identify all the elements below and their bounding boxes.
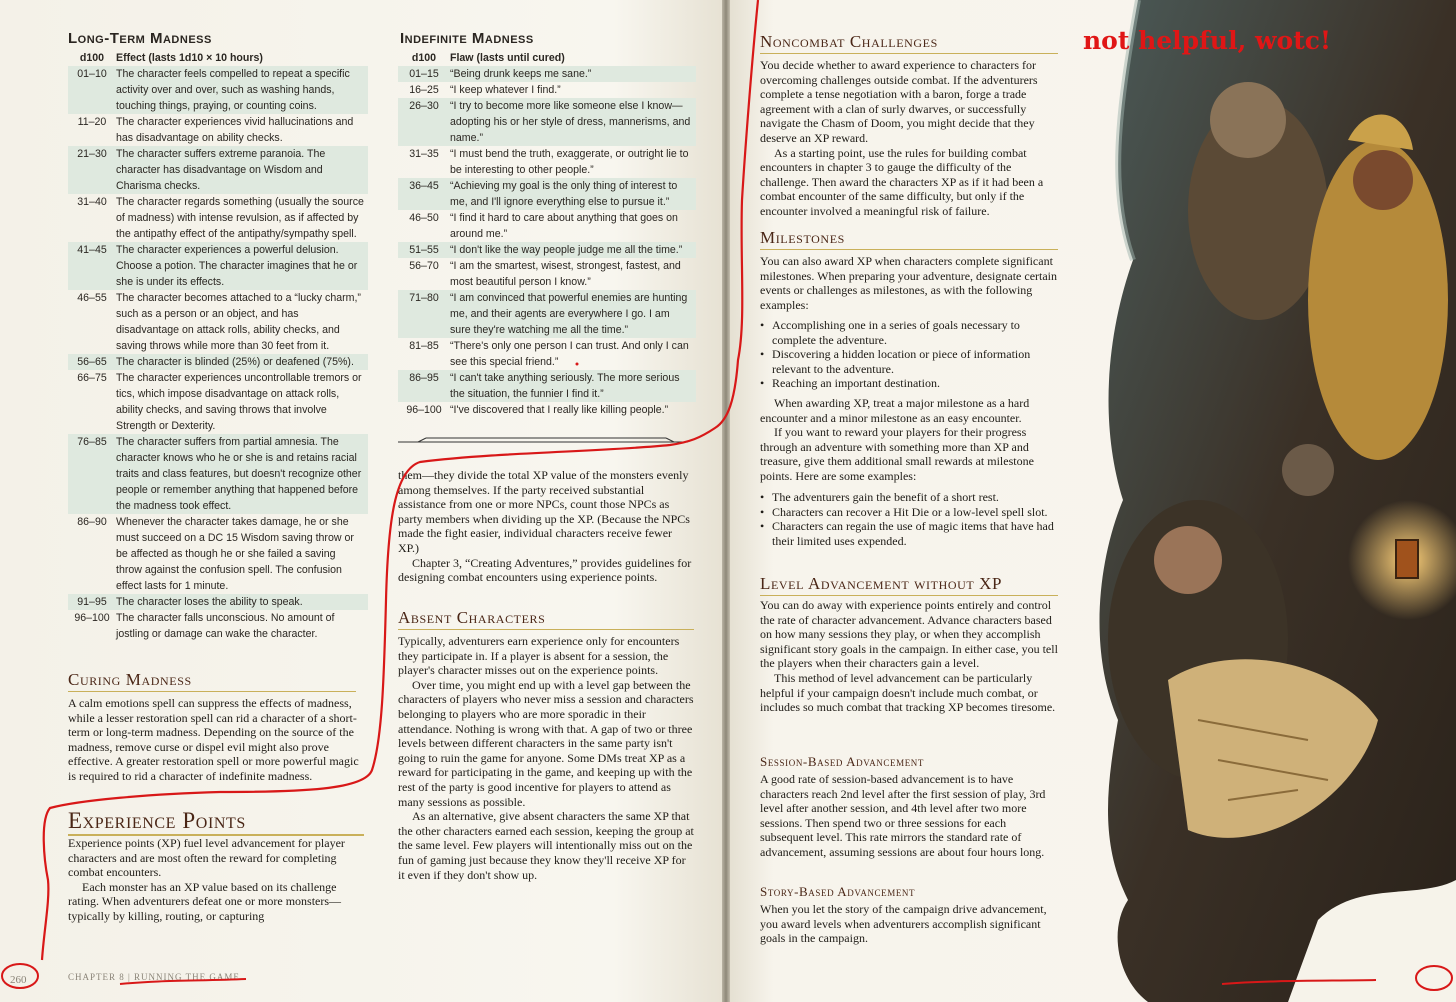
row-range: 31–40 xyxy=(77,196,107,208)
list-item: • Discovering a hidden location or piece of information relevant to the adventure. xyxy=(760,347,1060,376)
table-rows xyxy=(398,66,696,418)
story-based-heading: Story-Based Advancement xyxy=(760,884,916,899)
table-row xyxy=(398,66,696,82)
table-end-rule xyxy=(398,436,688,446)
row-range: 71–80 xyxy=(409,292,439,304)
row-range: 01–15 xyxy=(409,68,439,80)
row-range: 51–55 xyxy=(409,244,439,256)
row-text: The character experiences a powerful delusion. Choose a potion. The character imagines that he or she is under its effects. xyxy=(116,244,358,288)
handwritten-annotation: not helpful, wotc! xyxy=(1083,26,1331,55)
row-text: The character regards something (usually the source of madness) with intense revulsion, as if affected by the antipathy effect of the antipathy/sympathy spell. xyxy=(116,196,364,240)
adventurers-illustration xyxy=(1078,0,1456,1002)
level-advancement-text: You can do away with experience points entirely and control the rate of character advancement. Advance characters based on how many sessions they play, or when they accomplish significant story goals in the campaign. In either case, you tell the players when their characters gain a level. This method of level advancement can be particularly helpful if your campaign doesn't include much combat, or includes so much combat that tracking XP becomes tiresome. xyxy=(760,598,1058,715)
table-header xyxy=(68,50,368,66)
left-page-number: 260 xyxy=(10,974,27,986)
table-row xyxy=(398,242,696,258)
xp-continued-text: them—they divide the total XP value of the monsters evenly among themselves. If the party received substantial assistance from one or more NPCs, count those NPCs as party members when dividing up the XP. (Because the NPCs made the fight easier, individual characters receive fewer XP.) Chapter 3, “Creating Adventures,” provides guidelines for designing combat encounters using experience points. xyxy=(398,468,692,585)
row-range: 66–75 xyxy=(77,372,107,384)
table-row xyxy=(398,82,696,98)
long-term-madness-title: Long-Term Madness xyxy=(68,30,212,47)
table-row xyxy=(398,370,696,402)
table-row xyxy=(68,114,368,146)
milestones-text: You can also award XP when characters complete significant milestones. When preparing your adventure, designate certain events or challenges as milestones, as with the following examples: xyxy=(760,254,1058,312)
row-range: 56–65 xyxy=(77,356,107,368)
table-row xyxy=(68,594,368,610)
table-row xyxy=(68,146,368,194)
row-text: The character experiences uncontrollable tremors or tics, which impose disadvantage on attack rolls, ability checks, and saving throws that involve Strength or Dexterity. xyxy=(116,372,362,432)
row-text: “I keep whatever I find.” xyxy=(450,84,561,96)
experience-points-heading: Experience Points xyxy=(68,808,364,836)
col-d100: d100 xyxy=(411,52,437,64)
table-header xyxy=(398,50,696,66)
curing-madness-heading: Curing Madness xyxy=(68,670,356,692)
row-text: “Being drunk keeps me sane.” xyxy=(450,68,592,80)
row-text: Whenever the character takes damage, he or she must succeed on a DC 15 Wisdom saving throw or be affected as though he or she failed a saving throw against the confusion spell. The confusion effect lasts for 1 minute. xyxy=(116,516,354,592)
row-text: “I try to become more like someone else I know—adopting his or her style of dress, mannerisms, and name.” xyxy=(450,100,691,144)
absent-characters-heading: Absent Characters xyxy=(398,608,694,630)
row-range: 56–70 xyxy=(409,260,439,272)
indefinite-madness-title: Indefinite Madness xyxy=(400,30,534,47)
row-text: The character falls unconscious. No amount of jostling or damage can wake the character. xyxy=(116,612,335,640)
table-row xyxy=(68,194,368,242)
table-row xyxy=(398,146,696,178)
row-range: 91–95 xyxy=(77,596,107,608)
table-row xyxy=(68,354,368,370)
milestones-heading: Milestones xyxy=(760,228,1058,250)
row-range: 01–10 xyxy=(77,68,107,80)
table-row xyxy=(398,338,696,370)
col-effect: Effect (lasts 1d10 × 10 hours) xyxy=(116,52,263,64)
milestone-rewards-list xyxy=(760,490,1060,548)
session-based-text: A good rate of session-based advancement is to have characters reach 2nd level after the first session of play, 3rd level after another session, and 4th level after two more sessions. Then spend two or three sessions for each subsequent level. This rate mirrors the standard rate of advancement, assuming sessions are about four hours long. xyxy=(760,772,1046,859)
book-gutter xyxy=(722,0,730,1002)
col-d100: d100 xyxy=(79,52,105,64)
row-text: “I find it hard to care about anything that goes on around me.” xyxy=(450,212,678,240)
row-text: The character experiences vivid hallucinations and has disadvantage on ability checks. xyxy=(116,116,354,144)
row-range: 16–25 xyxy=(409,84,439,96)
long-term-madness-table xyxy=(68,50,368,642)
row-range: 86–95 xyxy=(409,372,439,384)
row-text: “I don't like the way people judge me all the time.” xyxy=(450,244,683,256)
table-row xyxy=(398,258,696,290)
row-text: “There's only one person I can trust. And only I can see this special friend.” xyxy=(450,340,689,368)
absent-characters-text: Typically, adventurers earn experience only for encounters they participate in. If a player is absent for a session, the player's character misses out on the experience points. Over time, you might end up with a level gap between the characters of players who never miss a session and characters belonging to players who are more sporadic in their attendance. Nothing is wrong with that. A gap of two or three levels between different characters in the same party isn't going to ruin the game for anyone. Some DMs treat XP as a reward for participating in the game, and keeping up with the rest of the party is good incentive for players to attend as many sessions as possible. As an alternative, give absent characters the same XP that the other characters earned each session, keeping the group at the same level. Few players will intentionally miss out on the fun of gaming just because they know they'll receive XP for it even if they don't show up. xyxy=(398,634,694,882)
noncombat-text: You decide whether to award experience to characters for overcoming challenges outside combat. If the adventurers complete a tense negotiation with a baron, forge a trade agreement with a clan of surly dwarves, or successfully navigate the Chasm of Doom, you might decide that they deserve an XP reward. As a starting point, use the rules for building combat encounters in chapter 3 to gauge the difficulty of the challenge. Then award the characters XP as if it had been a combat encounter of the same difficulty, but only if the encounter involved a meaningful risk of failure. xyxy=(760,58,1044,218)
table-row xyxy=(398,98,696,146)
table-row xyxy=(68,434,368,514)
row-text: The character feels compelled to repeat a specific activity over and over, such as washing hands, touching things, praying, or counting coins. xyxy=(116,68,350,112)
row-text: The character loses the ability to speak. xyxy=(116,596,303,608)
indefinite-madness-table xyxy=(398,50,696,418)
story-based-text: When you let the story of the campaign drive advancement, you award levels when adventurers accomplish significant goals in the campaign. xyxy=(760,902,1047,946)
row-range: 46–55 xyxy=(77,292,107,304)
left-page xyxy=(0,0,722,1002)
table-row xyxy=(68,370,368,434)
curing-madness-text: A calm emotions spell can suppress the effects of madness, while a lesser restoration spell can rid a character of a short-term or long-term madness. Depending on the source of the madness, remove curse or dispel evil might also prove effective. A greater restoration spell or more powerful magic is required to rid a character of indefinite madness. xyxy=(68,696,359,783)
list-item: • Accomplishing one in a series of goals necessary to complete the adventure. xyxy=(760,318,1060,347)
table-row xyxy=(68,610,368,642)
table-row xyxy=(398,402,696,418)
row-text: “I am the smartest, wisest, strongest, fastest, and most beautiful person I know.” xyxy=(450,260,681,288)
row-text: “I am convinced that powerful enemies are hunting me, and their agents are everywhere I go. I am sure they're watching me all the time.” xyxy=(450,292,688,336)
table-row xyxy=(68,514,368,594)
row-text: The character suffers extreme paranoia. The character has disadvantage on Wisdom and Charisma checks. xyxy=(116,148,326,192)
list-item: • Reaching an important destination. xyxy=(760,376,1060,391)
table-row xyxy=(68,66,368,114)
experience-points-text: Experience points (XP) fuel level advancement for player characters and are most often the reward for completing combat encounters. Each monster has an XP value based on its challenge rating. When adventurers defeat one or more monsters—typically by killing, routing, or capturing xyxy=(68,836,345,923)
row-text: “I must bend the truth, exaggerate, or outright lie to be interesting to other people.” xyxy=(450,148,689,176)
row-text: The character suffers from partial amnesia. The character knows who he or she is and retains racial traits and class features, but doesn't recognize other people or remember anything that happened before the madness took effect. xyxy=(116,436,362,512)
table-row xyxy=(398,210,696,242)
row-range: 21–30 xyxy=(77,148,107,160)
noncombat-heading: Noncombat Challenges xyxy=(760,32,1058,54)
row-text: The character is blinded (25%) or deafened (75%). xyxy=(116,356,354,368)
milestones-text-2: When awarding XP, treat a major milestone as a hard encounter and a minor milestone as an easy encounter. If you want to reward your players for their progress through an adventure with something more than XP and treasure, give them additional small rewards at milestone points. Here are some examples: xyxy=(760,396,1034,483)
session-based-heading: Session-Based Advancement xyxy=(760,754,924,769)
col-flaw: Flaw (lasts until cured) xyxy=(450,52,565,64)
row-text: “I can't take anything seriously. The more serious the situation, the funnier I find it.” xyxy=(450,372,680,400)
list-item: • The adventurers gain the benefit of a short rest. xyxy=(760,490,1060,505)
level-advancement-heading: Level Advancement without XP xyxy=(760,574,1058,596)
row-range: 46–50 xyxy=(409,212,439,224)
left-running-footer: CHAPTER 8 | RUNNING THE GAME xyxy=(68,972,240,982)
list-item: • Characters can recover a Hit Die or a low-level spell slot. xyxy=(760,505,1060,520)
table-row xyxy=(68,242,368,290)
row-range: 41–45 xyxy=(77,244,107,256)
row-text: “I've discovered that I really like killing people.” xyxy=(450,404,669,416)
milestone-examples-list xyxy=(760,318,1060,391)
row-text: The character becomes attached to a “lucky charm,” such as a person or an object, and has disadvantage on attack rolls, ability checks, and saving throws while more than 30 feet from it. xyxy=(116,292,361,352)
table-row xyxy=(68,290,368,354)
list-item: • Characters can regain the use of magic items that have had their limited uses expended. xyxy=(760,519,1060,548)
table-row xyxy=(398,290,696,338)
row-range: 31–35 xyxy=(409,148,439,160)
row-range: 96–100 xyxy=(406,404,442,416)
row-text: “Achieving my goal is the only thing of interest to me, and I'll ignore everything else to pursue it.” xyxy=(450,180,678,208)
row-range: 86–90 xyxy=(77,516,107,528)
row-range: 11–20 xyxy=(77,116,107,128)
row-range: 36–45 xyxy=(409,180,439,192)
row-range: 81–85 xyxy=(409,340,439,352)
table-rows xyxy=(68,66,368,642)
table-row xyxy=(398,178,696,210)
row-range: 96–100 xyxy=(74,612,110,624)
row-range: 26–30 xyxy=(409,100,439,112)
row-range: 76–85 xyxy=(77,436,107,448)
